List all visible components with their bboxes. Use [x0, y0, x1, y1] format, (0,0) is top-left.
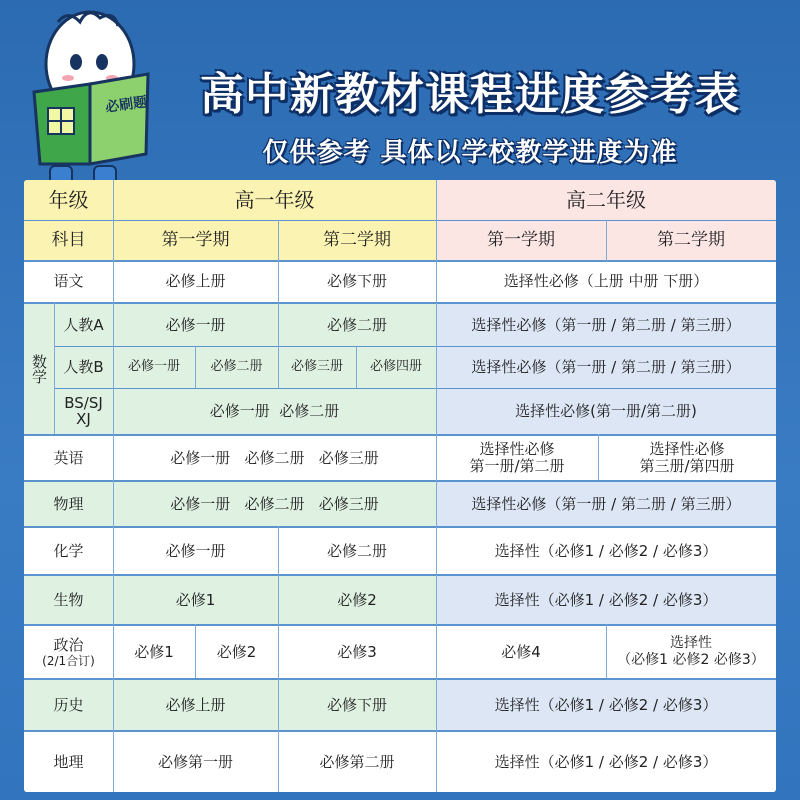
geography-g2: 选择性（必修1 / 必修2 / 必修3） — [436, 732, 776, 792]
col-divider — [436, 180, 437, 792]
math-bs-g1: 必修一册 必修二册 — [113, 388, 436, 434]
row-divider — [24, 526, 776, 528]
col-divider — [113, 180, 114, 792]
col-divider — [598, 434, 599, 480]
row-divider — [54, 388, 776, 389]
row-divider — [24, 624, 776, 626]
politics-2: 必修2 — [195, 626, 278, 678]
row-divider — [24, 220, 776, 221]
english-g2t1-line2: 第一册/第二册 — [469, 457, 565, 475]
g2-term2-header: 第二学期 — [606, 220, 776, 260]
col-divider — [278, 526, 279, 792]
math-b-g2: 选择性必修（第一册 / 第二册 / 第三册） — [436, 346, 776, 388]
row-divider — [24, 730, 776, 732]
math-b-name: 人教B — [54, 346, 113, 388]
row-divider — [24, 480, 776, 482]
english-g2t2-line1: 选择性必修 — [649, 439, 725, 458]
politics-3: 必修3 — [278, 626, 436, 678]
col-divider — [278, 220, 279, 262]
subject-chemistry: 化学 — [24, 528, 113, 574]
biology-g1t1: 必修1 — [113, 576, 278, 624]
col-divider — [356, 346, 357, 388]
english-g2t1-line1: 选择性必修 — [479, 439, 555, 458]
biology-g1t2: 必修2 — [278, 576, 436, 624]
row-divider — [54, 346, 776, 347]
politics-5 — [606, 626, 776, 678]
math-a-name: 人教A — [54, 304, 113, 346]
grade1-header: 高一年级 — [113, 180, 436, 220]
english-g2t1 — [436, 436, 598, 480]
page-subtitle: 仅供参考 具体以学校教学进度为准 — [262, 138, 678, 168]
page-title: 高中新教材课程进度参考表 — [200, 69, 740, 120]
history-g1t1: 必修上册 — [113, 680, 278, 730]
mascot-reading-book-icon — [28, 4, 158, 194]
english-g2t2 — [598, 436, 776, 480]
politics-note: (2/1合订) — [42, 653, 95, 668]
col-divider — [606, 220, 607, 262]
subject-english: 英语 — [24, 436, 113, 480]
geography-g1t2: 必修第二册 — [278, 732, 436, 792]
grade2-header: 高二年级 — [436, 180, 776, 220]
row-divider — [24, 574, 776, 576]
math-a-g1t1: 必修一册 — [113, 304, 278, 346]
math-bs-name-line1: BS/SJ — [64, 393, 103, 412]
physics-g1: 必修一册 必修二册 必修三册 — [113, 482, 436, 526]
math-b-4: 必修四册 — [356, 346, 436, 388]
subject-biology: 生物 — [24, 576, 113, 624]
col-divider — [278, 260, 279, 388]
g1-term1-header: 第一学期 — [113, 220, 278, 260]
chemistry-g1t2: 必修二册 — [278, 528, 436, 574]
g2-term1-header: 第一学期 — [436, 220, 606, 260]
math-bs-name — [54, 388, 113, 434]
chemistry-g2: 选择性（必修1 / 必修2 / 必修3） — [436, 528, 776, 574]
col-divider — [606, 624, 607, 678]
math-a-g2: 选择性必修（第一册 / 第二册 / 第三册） — [436, 304, 776, 346]
subject-physics: 物理 — [24, 482, 113, 526]
politics-5-line1: 选择性 — [670, 635, 712, 652]
politics-1: 必修1 — [113, 626, 195, 678]
physics-g2: 选择性必修（第一册 / 第二册 / 第三册） — [436, 482, 776, 526]
politics-label: 政治 — [53, 635, 84, 654]
math-b-2: 必修二册 — [195, 346, 278, 388]
math-bs-g2: 选择性必修(第一册/第二册) — [436, 388, 776, 434]
politics-5-line2: （必修1 必修2 必修3） — [617, 652, 765, 668]
english-g2t2-line2: 第三册/第四册 — [639, 457, 735, 475]
subject-geography: 地理 — [24, 732, 113, 792]
chinese-g2: 选择性必修（上册 中册 下册） — [436, 260, 776, 302]
chinese-g1t2: 必修下册 — [278, 260, 436, 302]
row-divider — [24, 678, 776, 680]
chinese-g1t1: 必修上册 — [113, 260, 278, 302]
math-b-3: 必修三册 — [278, 346, 356, 388]
math-b-1: 必修一册 — [113, 346, 195, 388]
history-g2: 选择性（必修1 / 必修2 / 必修3） — [436, 680, 776, 730]
math-bs-name-line2: XJ — [76, 410, 91, 428]
subject-chinese: 语文 — [24, 260, 113, 302]
geography-g1t1: 必修第一册 — [113, 732, 278, 792]
col-divider — [195, 346, 196, 388]
subject-math: 数学 — [24, 304, 54, 434]
col-divider — [54, 302, 55, 434]
row-divider — [24, 434, 776, 436]
history-g1t2: 必修下册 — [278, 680, 436, 730]
subject-label: 科目 — [24, 220, 113, 260]
subject-politics — [24, 626, 113, 678]
english-g1: 必修一册 必修二册 必修三册 — [113, 436, 436, 480]
col-divider — [195, 624, 196, 678]
row-divider — [24, 302, 776, 304]
biology-g2: 选择性（必修1 / 必修2 / 必修3） — [436, 576, 776, 624]
row-divider — [24, 260, 776, 262]
math-a-g1t2: 必修二册 — [278, 304, 436, 346]
mascot-book-text: 必刷题 — [104, 94, 149, 116]
curriculum-table — [24, 180, 776, 792]
subject-history: 历史 — [24, 680, 113, 730]
chemistry-g1t1: 必修一册 — [113, 528, 278, 574]
politics-4: 必修4 — [436, 626, 606, 678]
g1-term2-header: 第二学期 — [278, 220, 436, 260]
corner-label: 年级 — [24, 180, 113, 220]
